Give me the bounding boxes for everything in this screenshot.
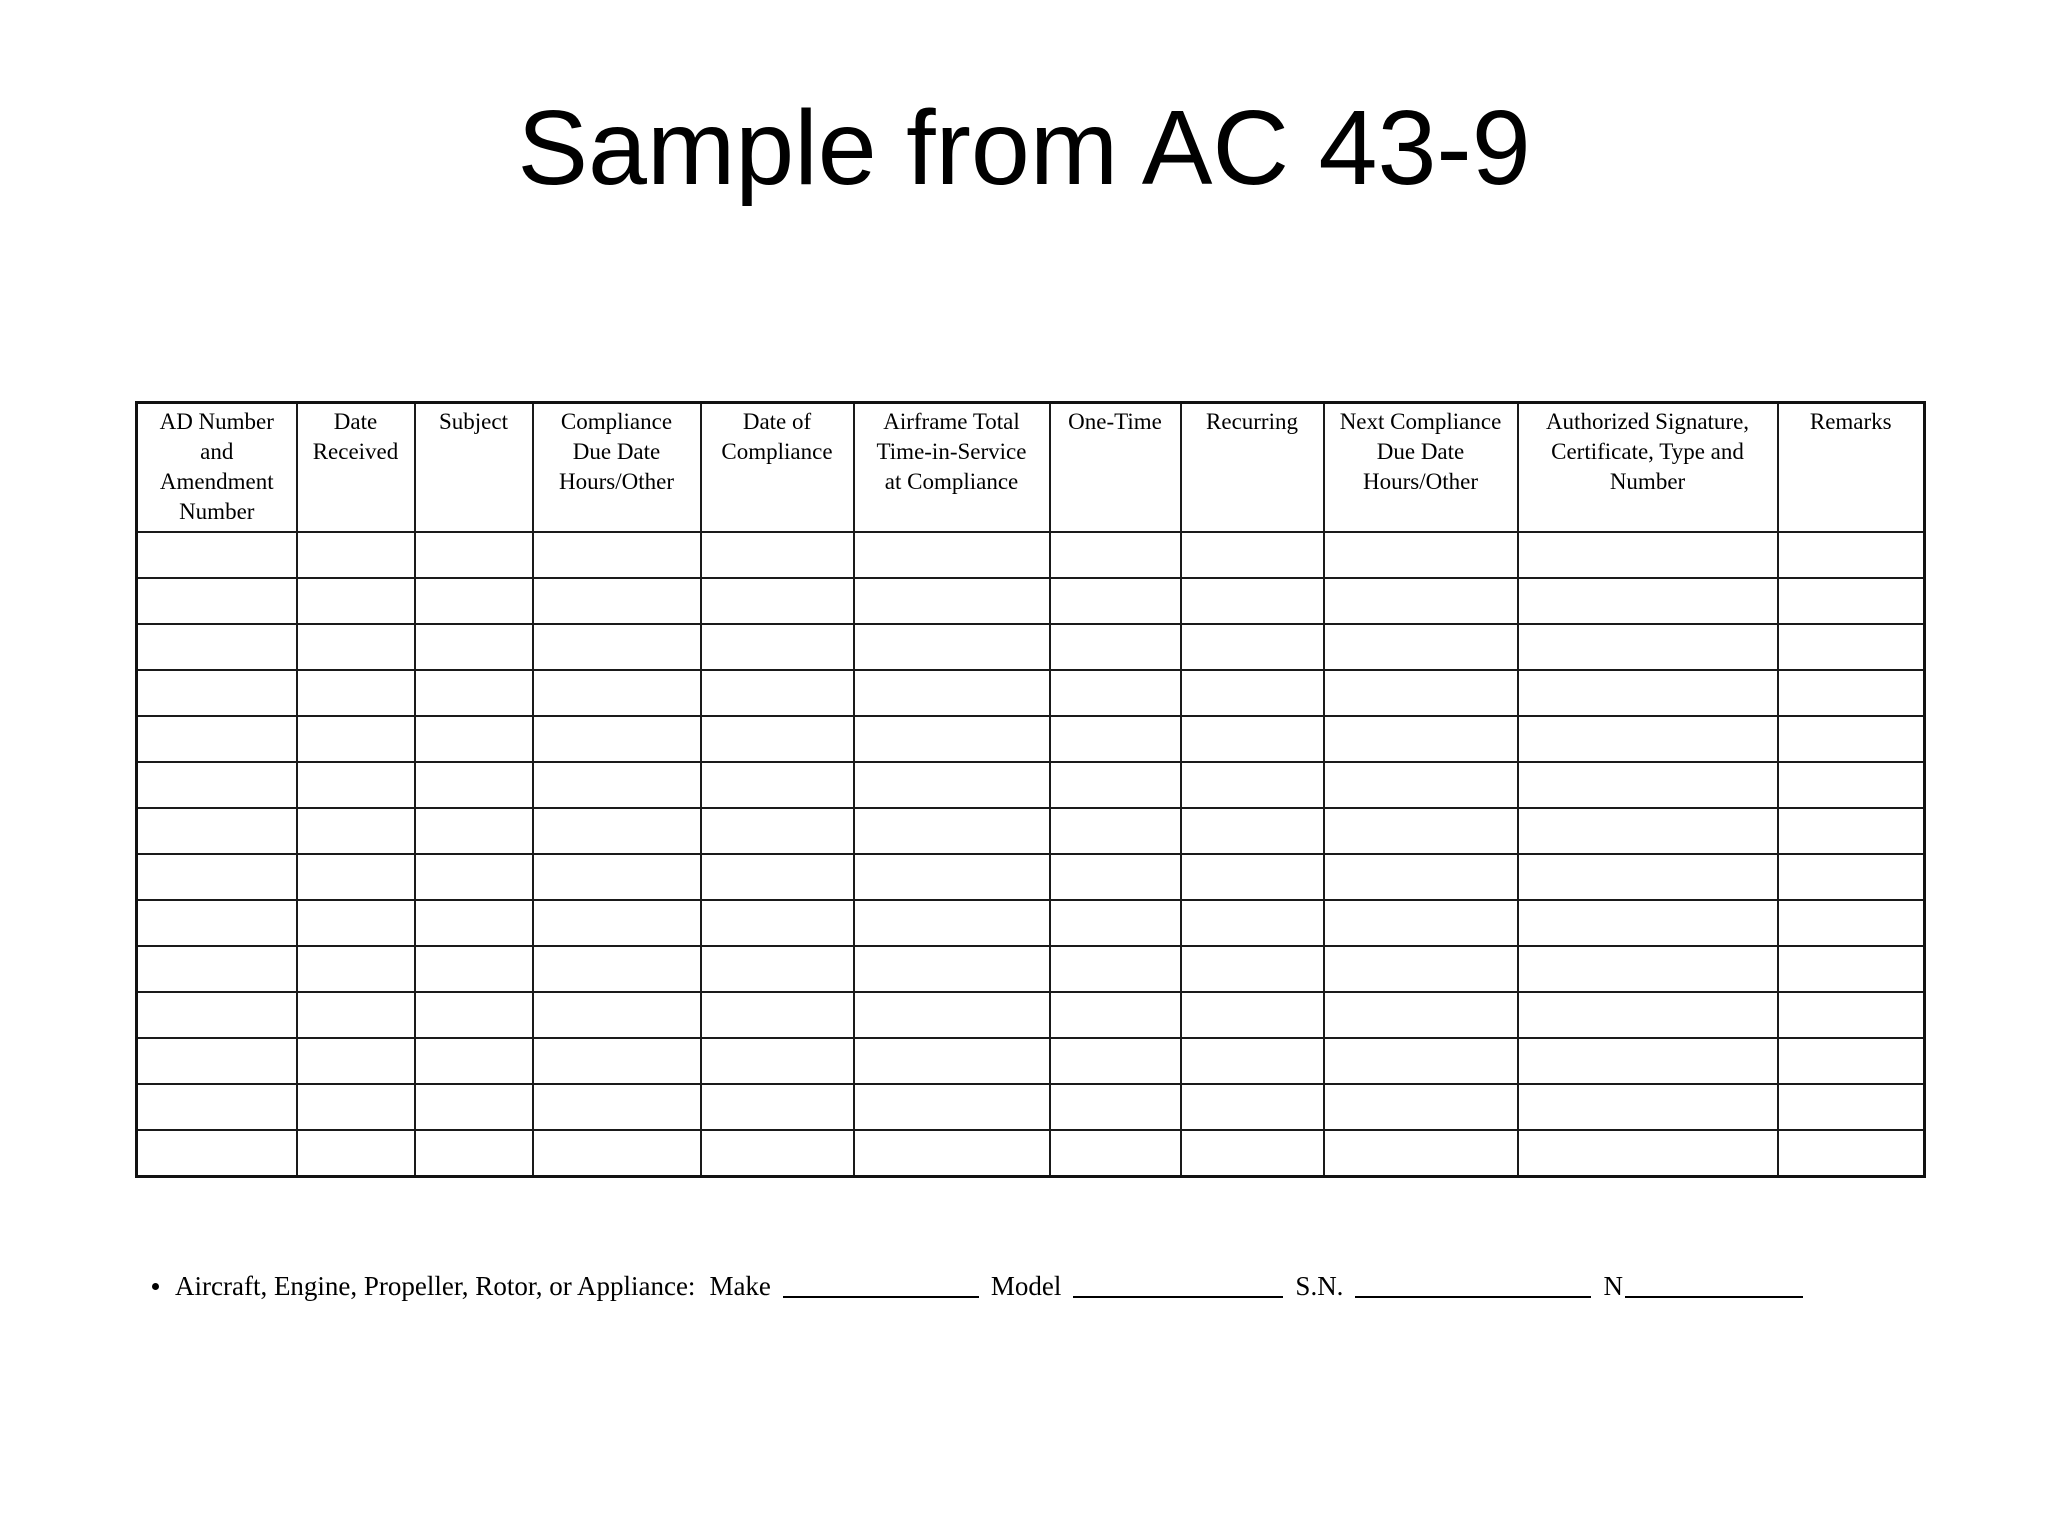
table-cell[interactable] (1324, 854, 1518, 900)
table-cell[interactable] (297, 1038, 415, 1084)
table-cell[interactable] (415, 808, 533, 854)
table-cell[interactable] (701, 716, 854, 762)
table-cell[interactable] (1778, 1084, 1925, 1130)
column-header-next-compliance-due: Next Compliance Due Date Hours/Other (1324, 403, 1518, 533)
table-cell[interactable] (701, 578, 854, 624)
table-cell[interactable] (1778, 900, 1925, 946)
serial-number-field[interactable] (1355, 1270, 1591, 1298)
table-cell[interactable] (1324, 992, 1518, 1038)
table-cell[interactable] (415, 946, 533, 992)
make-label: Make (709, 1271, 771, 1301)
table-cell[interactable] (297, 946, 415, 992)
table-row (137, 578, 1925, 624)
table-cell[interactable] (701, 854, 854, 900)
table-cell[interactable] (1324, 808, 1518, 854)
table-cell[interactable] (1050, 1130, 1181, 1177)
table-cell[interactable] (1778, 854, 1925, 900)
table-cell[interactable] (1324, 578, 1518, 624)
table-cell[interactable] (1518, 808, 1778, 854)
model-field[interactable] (1073, 1270, 1283, 1298)
table-cell[interactable] (1778, 716, 1925, 762)
table-cell[interactable] (1778, 762, 1925, 808)
table-cell[interactable] (854, 946, 1050, 992)
table-cell[interactable] (1518, 716, 1778, 762)
table-cell[interactable] (1181, 854, 1324, 900)
make-field[interactable] (783, 1270, 979, 1298)
column-header-subject: Subject (415, 403, 533, 533)
table-cell[interactable] (1778, 670, 1925, 716)
table-cell[interactable] (1050, 900, 1181, 946)
table-cell[interactable] (415, 1084, 533, 1130)
table-cell[interactable] (1050, 532, 1181, 578)
sn-label: S.N. (1295, 1271, 1344, 1301)
table-cell[interactable] (533, 762, 701, 808)
table-cell[interactable] (297, 716, 415, 762)
table-cell[interactable] (1050, 1038, 1181, 1084)
table-cell[interactable] (297, 1130, 415, 1177)
model-label: Model (990, 1271, 1062, 1301)
table-cell[interactable] (1050, 992, 1181, 1038)
table-cell[interactable] (297, 1084, 415, 1130)
table-cell[interactable] (1181, 532, 1324, 578)
table-cell[interactable] (137, 992, 297, 1038)
table-cell[interactable] (1324, 1038, 1518, 1084)
table-cell[interactable] (137, 578, 297, 624)
table-cell[interactable] (533, 854, 701, 900)
table-row (137, 1084, 1925, 1130)
column-header-remarks: Remarks (1778, 403, 1925, 533)
table-cell[interactable] (1324, 1130, 1518, 1177)
table-cell[interactable] (533, 992, 701, 1038)
table-cell[interactable] (1181, 900, 1324, 946)
table-cell[interactable] (701, 762, 854, 808)
table-cell[interactable] (1324, 532, 1518, 578)
table-cell[interactable] (1050, 854, 1181, 900)
table-cell[interactable] (415, 624, 533, 670)
table-cell[interactable] (533, 1084, 701, 1130)
table-cell[interactable] (1181, 1038, 1324, 1084)
column-header-recurring: Recurring (1181, 403, 1324, 533)
table-row (137, 532, 1925, 578)
table-cell[interactable] (1518, 992, 1778, 1038)
column-header-one-time: One-Time (1050, 403, 1181, 533)
table-row (137, 716, 1925, 762)
column-header-ad-number: AD Number and Amendment Number (137, 403, 297, 533)
table-cell[interactable] (854, 1130, 1050, 1177)
table-cell[interactable] (701, 532, 854, 578)
table-cell[interactable] (533, 946, 701, 992)
table-row (137, 946, 1925, 992)
table-cell[interactable] (533, 670, 701, 716)
table-cell[interactable] (854, 762, 1050, 808)
table-cell[interactable] (415, 854, 533, 900)
table-cell[interactable] (1518, 946, 1778, 992)
table-cell[interactable] (297, 532, 415, 578)
table-cell[interactable] (1050, 670, 1181, 716)
table-cell[interactable] (533, 808, 701, 854)
table-cell[interactable] (701, 992, 854, 1038)
table-row (137, 1130, 1925, 1177)
table-cell[interactable] (854, 808, 1050, 854)
table-cell[interactable] (137, 1038, 297, 1084)
table-cell[interactable] (1181, 992, 1324, 1038)
column-header-compliance-due-date: Compliance Due Date Hours/Other (533, 403, 701, 533)
table-cell[interactable] (415, 762, 533, 808)
table-row (137, 624, 1925, 670)
table-cell[interactable] (533, 716, 701, 762)
bullet-icon (152, 1283, 159, 1290)
table-cell[interactable] (1518, 1038, 1778, 1084)
table-cell[interactable] (1050, 808, 1181, 854)
table-body (137, 532, 1925, 1177)
table-cell[interactable] (1324, 900, 1518, 946)
table-row (137, 900, 1925, 946)
table-cell[interactable] (1324, 624, 1518, 670)
table-cell[interactable] (1181, 808, 1324, 854)
table-cell[interactable] (137, 808, 297, 854)
table-cell[interactable] (854, 716, 1050, 762)
table-cell[interactable] (1181, 624, 1324, 670)
table-cell[interactable] (137, 900, 297, 946)
table-cell[interactable] (1778, 946, 1925, 992)
table-cell[interactable] (854, 578, 1050, 624)
column-header-authorized-signature: Authorized Signature, Certificate, Type and Number (1518, 403, 1778, 533)
table-cell[interactable] (533, 900, 701, 946)
table-cell[interactable] (137, 532, 297, 578)
n-number-label: N (1603, 1271, 1623, 1301)
table-cell[interactable] (1324, 670, 1518, 716)
table-cell[interactable] (1050, 1084, 1181, 1130)
table-cell[interactable] (297, 808, 415, 854)
table-cell[interactable] (297, 992, 415, 1038)
table-cell[interactable] (1050, 762, 1181, 808)
table-cell[interactable] (1050, 578, 1181, 624)
table-cell[interactable] (1050, 946, 1181, 992)
table-cell[interactable] (1324, 1084, 1518, 1130)
table-cell[interactable] (1324, 716, 1518, 762)
table-cell[interactable] (1778, 624, 1925, 670)
table-cell[interactable] (854, 624, 1050, 670)
table-cell[interactable] (533, 532, 701, 578)
slide-title: Sample from AC 43-9 (517, 89, 1531, 207)
column-header-date-of-compliance: Date of Compliance (701, 403, 854, 533)
table-cell[interactable] (415, 1038, 533, 1084)
table-cell[interactable] (533, 578, 701, 624)
table-cell[interactable] (297, 578, 415, 624)
table-cell[interactable] (701, 1130, 854, 1177)
table-cell[interactable] (1518, 578, 1778, 624)
table-cell[interactable] (701, 808, 854, 854)
table-cell[interactable] (137, 762, 297, 808)
table-row (137, 762, 1925, 808)
table-cell[interactable] (533, 1130, 701, 1177)
table-cell[interactable] (1518, 1130, 1778, 1177)
table-cell[interactable] (1778, 578, 1925, 624)
table-cell[interactable] (701, 900, 854, 946)
table-row (137, 992, 1925, 1038)
table-cell[interactable] (1778, 808, 1925, 854)
n-number-field[interactable] (1625, 1270, 1803, 1298)
table-cell[interactable] (701, 946, 854, 992)
table-cell[interactable] (1324, 946, 1518, 992)
table-header-row (137, 403, 1925, 533)
column-header-date-received: Date Received (297, 403, 415, 533)
table-cell[interactable] (533, 1038, 701, 1084)
table-cell[interactable] (1181, 578, 1324, 624)
table-row (137, 670, 1925, 716)
table-cell[interactable] (1778, 1038, 1925, 1084)
table-cell[interactable] (137, 854, 297, 900)
table-cell[interactable] (854, 670, 1050, 716)
table-cell[interactable] (137, 670, 297, 716)
item-identification-line (146, 1262, 1936, 1302)
table-cell[interactable] (415, 670, 533, 716)
table-row (137, 1038, 1925, 1084)
table-cell[interactable] (415, 716, 533, 762)
table-cell[interactable] (701, 1038, 854, 1084)
table-cell[interactable] (137, 1084, 297, 1130)
table-cell[interactable] (1518, 624, 1778, 670)
ad-compliance-record-table (135, 401, 1926, 1178)
table-cell[interactable] (1518, 900, 1778, 946)
table-cell[interactable] (415, 900, 533, 946)
table-cell[interactable] (1778, 992, 1925, 1038)
table-cell[interactable] (854, 532, 1050, 578)
table-cell[interactable] (297, 670, 415, 716)
table-cell[interactable] (701, 1084, 854, 1130)
table-cell[interactable] (297, 624, 415, 670)
table-cell[interactable] (415, 578, 533, 624)
table-cell[interactable] (1181, 762, 1324, 808)
table-cell[interactable] (1181, 1084, 1324, 1130)
table-cell[interactable] (701, 624, 854, 670)
table-cell[interactable] (854, 900, 1050, 946)
table-cell[interactable] (1181, 670, 1324, 716)
table-cell[interactable] (415, 992, 533, 1038)
table-cell[interactable] (1181, 716, 1324, 762)
table-cell[interactable] (137, 716, 297, 762)
item-identification-lead: Aircraft, Engine, Propeller, Rotor, or Appliance: (175, 1271, 696, 1301)
column-header-airframe-total-time: Airframe Total Time-in-Service at Compliance (854, 403, 1050, 533)
table-cell[interactable] (297, 854, 415, 900)
table-cell[interactable] (854, 854, 1050, 900)
table-cell[interactable] (297, 762, 415, 808)
table-cell[interactable] (1518, 532, 1778, 578)
table-cell[interactable] (1778, 532, 1925, 578)
table-cell[interactable] (137, 946, 297, 992)
table-cell[interactable] (1518, 762, 1778, 808)
table-cell[interactable] (1181, 946, 1324, 992)
table-cell[interactable] (297, 900, 415, 946)
table-row (137, 808, 1925, 854)
table-cell[interactable] (1050, 716, 1181, 762)
table-cell[interactable] (854, 992, 1050, 1038)
table-cell[interactable] (1050, 624, 1181, 670)
table-cell[interactable] (533, 624, 701, 670)
table-cell[interactable] (854, 1038, 1050, 1084)
table-cell[interactable] (137, 1130, 297, 1177)
table-cell[interactable] (1181, 1130, 1324, 1177)
table-cell[interactable] (1778, 1130, 1925, 1177)
table-cell[interactable] (1518, 854, 1778, 900)
table-cell[interactable] (1518, 670, 1778, 716)
table-cell[interactable] (415, 1130, 533, 1177)
table-cell[interactable] (1324, 762, 1518, 808)
table-cell[interactable] (1518, 1084, 1778, 1130)
table-cell[interactable] (854, 1084, 1050, 1130)
table-cell[interactable] (137, 624, 297, 670)
table-row (137, 854, 1925, 900)
table-cell[interactable] (415, 532, 533, 578)
table-cell[interactable] (701, 670, 854, 716)
